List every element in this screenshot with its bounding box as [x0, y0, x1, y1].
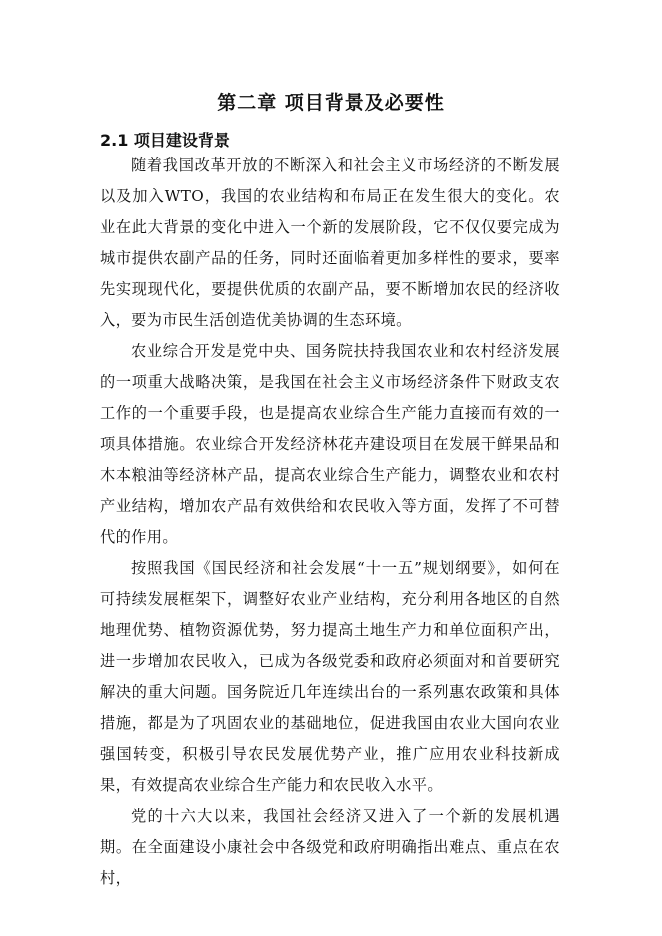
paragraph-3: 按照我国《国民经济和社会发展“十一五”规划纲要》，如何在可持续发展框架下，调整好农业产业结构，充分利用各地区的自然地理优势、植物资源优势，努力提高土地生产力和单位面积产出，进一步增加农民收入，已成为各级党委和政府必须面对和首要研究解决的重大问题。国务院近几年连续出台的一系列惠农政策和具体措施，都是为了巩固农业的基础地位，促进我国由农业大国向农业强国转变，积极引导农民发展优势产业，推广应用农业科技新成果，有效提高农业综合生产能力和农民收入水平。: [100, 559, 560, 794]
paragraph-1: 随着我国改革开放的不断深入和社会主义市场经济的不断发展以及加入WTO，我国的农业结构和布局正在发生很大的变化。农业在此大背景的变化中进入一个新的发展阶段，它不仅仅要完成为城市提供农副产品的任务，同时还面临着更加多样性的要求，要率先实现现代化，要提供优质的农副产品，要不断增加农民的经济收入，要为市民生活创造优美协调的生态环境。: [100, 156, 560, 329]
paragraph-4: 党的十六大以来，我国社会经济又进入了一个新的发展机遇期。在全面建设小康社会中各级党和政府明确指出难点、重点在农村，: [100, 807, 560, 887]
chapter-title: 第二章 项目背景及必要性: [217, 92, 445, 114]
paragraph-2: 农业综合开发是党中央、国务院扶持我国农业和农村经济发展的一项重大战略决策，是我国在社会主义市场经济条件下财政支农工作的一个重要手段，也是提高农业综合生产能力直接而有效的一项具体措施。农业综合开发经济林花卉建设项目在发展干鲜果品和木本粮油等经济林产品，提高农业综合生产能力，调整农业和农村产业结构，增加农产品有效供给和农民收入等方面，发挥了不可替代的作用。: [100, 342, 560, 546]
body-text: [100, 150, 560, 894]
section-title: 2.1 项目建设背景: [100, 131, 230, 150]
